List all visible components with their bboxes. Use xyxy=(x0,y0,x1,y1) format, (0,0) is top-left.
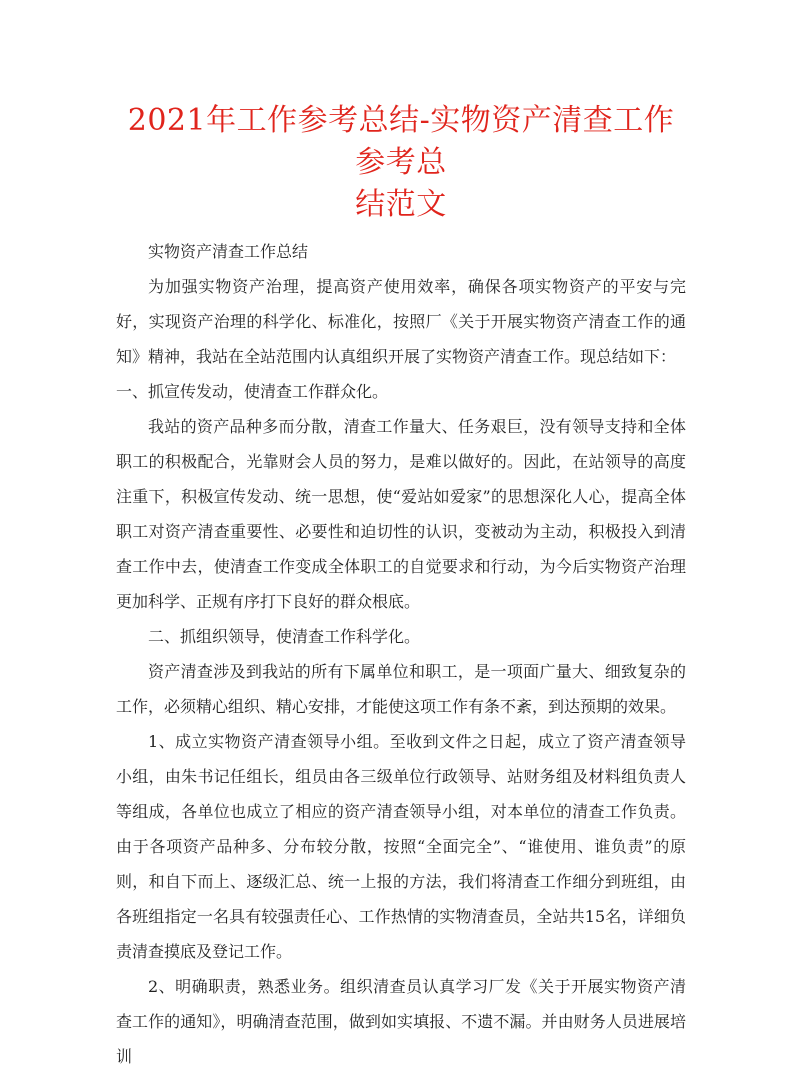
paragraph-intro: 为加强实物资产治理，提高资产使用效率，确保各项实物资产的平安与完好，实现资产治理的科学化、标准化，按照厂《关于开展实物资产清查工作的通知》精神，我站在全站范围内认真组织开展了实物资产清查工作。现总结如下： xyxy=(116,277,686,366)
paragraph-section-1: 我站的资产品种多而分散，清查工作量大、任务艰巨，没有领导支持和全体职工的积极配合，光靠财会人员的努力，是难以做好的。因此，在站领导的高度注重下，积极宣传发动、统一思想，使“爱站如爱家”的思想深化人心，提高全体职工对资产清查重要性、必要性和迫切性的认识，变被动为主动，积极投入到清查工作中去，使清查工作变成全体职工的自觉要求和行动，为今后实物资产治理更加科学、正规有序打下良好的群众根底。 xyxy=(116,417,686,611)
document-title-line-1: 2021年工作参考总结-实物资产清查工作参考总 xyxy=(127,103,675,180)
document-title xyxy=(116,100,686,226)
paragraph-section-2: 资产清查涉及到我站的所有下属单位和职工，是一项面广量大、细致复杂的工作，必须精心组织、精心安排，才能使这项工作有条不紊，到达预期的效果。 xyxy=(116,662,686,716)
paragraph-item-1: 1、成立实物资产清查领导小组。至收到文件之日起，成立了资产清查领导小组，由朱书记任组长，组员由各三级单位行政领导、站财务组及材料组负责人等组成，各单位也成立了相应的资产清查领导小组，对本单位的清查工作负责。由于各项资产品种多、分布较分散，按照“全面完全”、“谁使用、谁负责”的原则，和自下而上、逐级汇总、统一上报的方法，我们将清查工作细分到班组，由各班组指定一名具有较强责任心、工作热情的实物清查员，全站共15名，详细负责清查摸底及登记工作。 xyxy=(116,732,686,961)
paragraph-subtitle: 实物资产清查工作总结 xyxy=(148,242,309,261)
document-title-line-2: 结范文 xyxy=(355,187,447,222)
document-page xyxy=(116,100,686,1074)
paragraph-item-2: 2、明确职责，熟悉业务。组织清查员认真学习厂发《关于开展实物资产清查工作的通知》，明确清查范围，做到如实填报、不遗不漏。并由财务人员进展培训 xyxy=(116,977,686,1066)
section-heading-1: 一、抓宣传发动，使清查工作群众化。 xyxy=(116,382,389,401)
section-heading-2: 二、抓组织领导，使清查工作科学化。 xyxy=(148,627,421,646)
